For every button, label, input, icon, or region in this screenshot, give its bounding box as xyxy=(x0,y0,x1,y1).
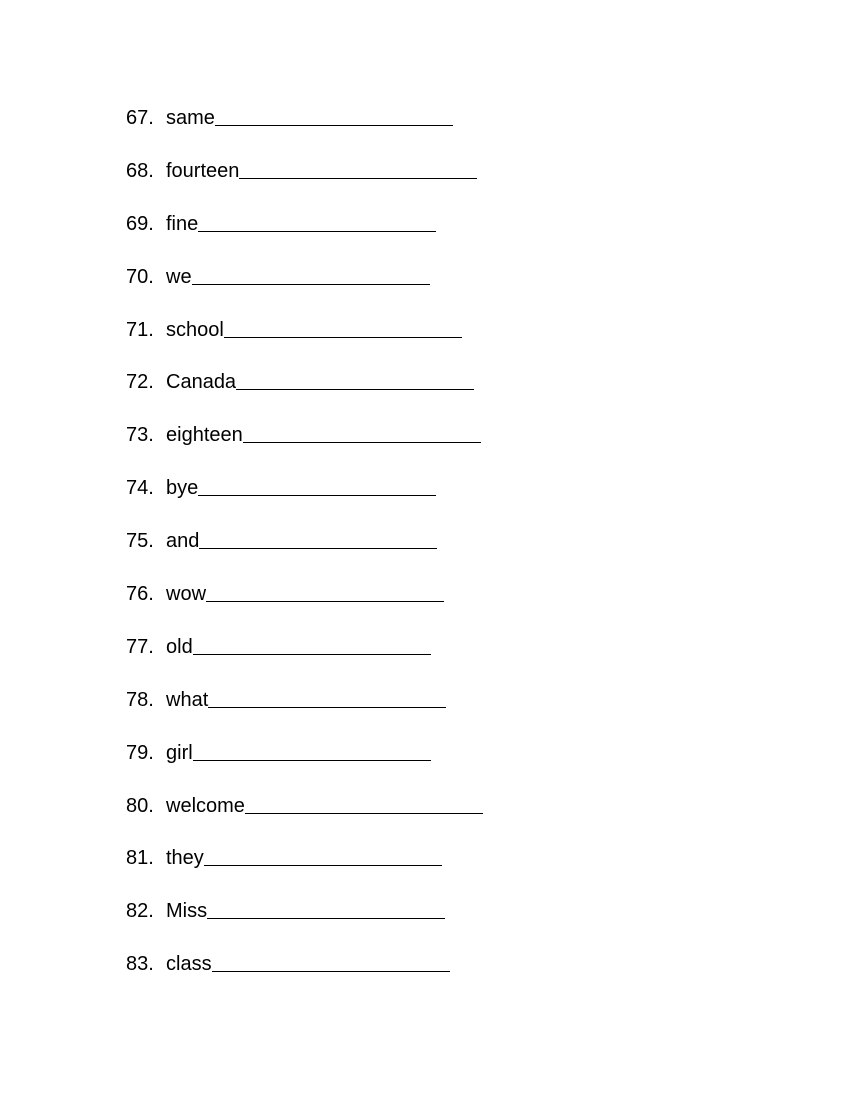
answer-blank[interactable] xyxy=(239,157,477,179)
list-item xyxy=(126,739,483,792)
item-word: class xyxy=(166,953,212,976)
answer-blank[interactable] xyxy=(208,686,446,708)
answer-blank[interactable] xyxy=(193,739,431,761)
item-number: 82. xyxy=(126,900,154,923)
answer-blank[interactable] xyxy=(236,368,474,390)
item-number: 80. xyxy=(126,794,154,817)
answer-blank[interactable] xyxy=(206,580,444,602)
item-word: Canada xyxy=(166,371,237,394)
item-word: bye xyxy=(166,477,199,500)
item-word: girl xyxy=(166,741,193,764)
item-number: 71. xyxy=(126,318,154,341)
answer-blank[interactable] xyxy=(215,104,453,126)
list-item xyxy=(126,157,483,210)
answer-blank[interactable] xyxy=(199,527,437,549)
answer-blank[interactable] xyxy=(198,474,436,496)
list-item xyxy=(126,844,483,897)
item-number: 69. xyxy=(126,212,154,235)
answer-blank[interactable] xyxy=(207,897,445,919)
item-number: 83. xyxy=(126,953,154,976)
item-number: 68. xyxy=(126,159,154,182)
item-word: school xyxy=(166,318,224,341)
list-item xyxy=(126,421,483,474)
list-item xyxy=(126,210,483,263)
list-item xyxy=(126,527,483,580)
list-item xyxy=(126,316,483,369)
list-item xyxy=(126,474,483,527)
item-word: fine xyxy=(166,212,199,235)
answer-blank[interactable] xyxy=(245,792,483,814)
item-word: and xyxy=(166,530,200,553)
item-number: 70. xyxy=(126,265,154,288)
item-word: same xyxy=(166,107,215,129)
answer-blank[interactable] xyxy=(212,950,450,972)
list-item xyxy=(126,897,483,950)
list-item xyxy=(126,792,483,845)
item-number: 77. xyxy=(126,635,154,658)
list-item xyxy=(126,580,483,633)
list-item xyxy=(126,263,483,316)
list-item xyxy=(126,686,483,739)
answer-blank[interactable] xyxy=(204,844,442,866)
item-word: we xyxy=(166,265,192,288)
item-number: 76. xyxy=(126,583,154,606)
item-word: Miss xyxy=(166,900,208,923)
answer-blank[interactable] xyxy=(243,421,481,443)
answer-blank[interactable] xyxy=(192,263,430,285)
item-number: 73. xyxy=(126,424,154,447)
item-word: they xyxy=(166,847,204,870)
item-word: old xyxy=(166,635,193,658)
item-word: wow xyxy=(166,583,207,606)
item-word: welcome xyxy=(166,794,245,817)
answer-blank[interactable] xyxy=(198,210,436,232)
item-number: 75. xyxy=(126,530,154,553)
list-item xyxy=(126,633,483,686)
item-number: 78. xyxy=(126,688,154,711)
item-word: fourteen xyxy=(166,159,240,182)
answer-blank[interactable] xyxy=(193,633,431,655)
item-number: 74. xyxy=(126,477,154,500)
list-item xyxy=(126,104,483,157)
list-item xyxy=(126,368,483,421)
vocabulary-list xyxy=(126,104,483,1003)
list-item xyxy=(126,950,483,1003)
answer-blank[interactable] xyxy=(224,316,462,338)
item-number: 67. xyxy=(126,107,154,129)
item-number: 79. xyxy=(126,741,154,764)
item-number: 81. xyxy=(126,847,154,870)
item-number: 72. xyxy=(126,371,154,394)
item-word: what xyxy=(166,688,209,711)
item-word: eighteen xyxy=(166,424,243,447)
